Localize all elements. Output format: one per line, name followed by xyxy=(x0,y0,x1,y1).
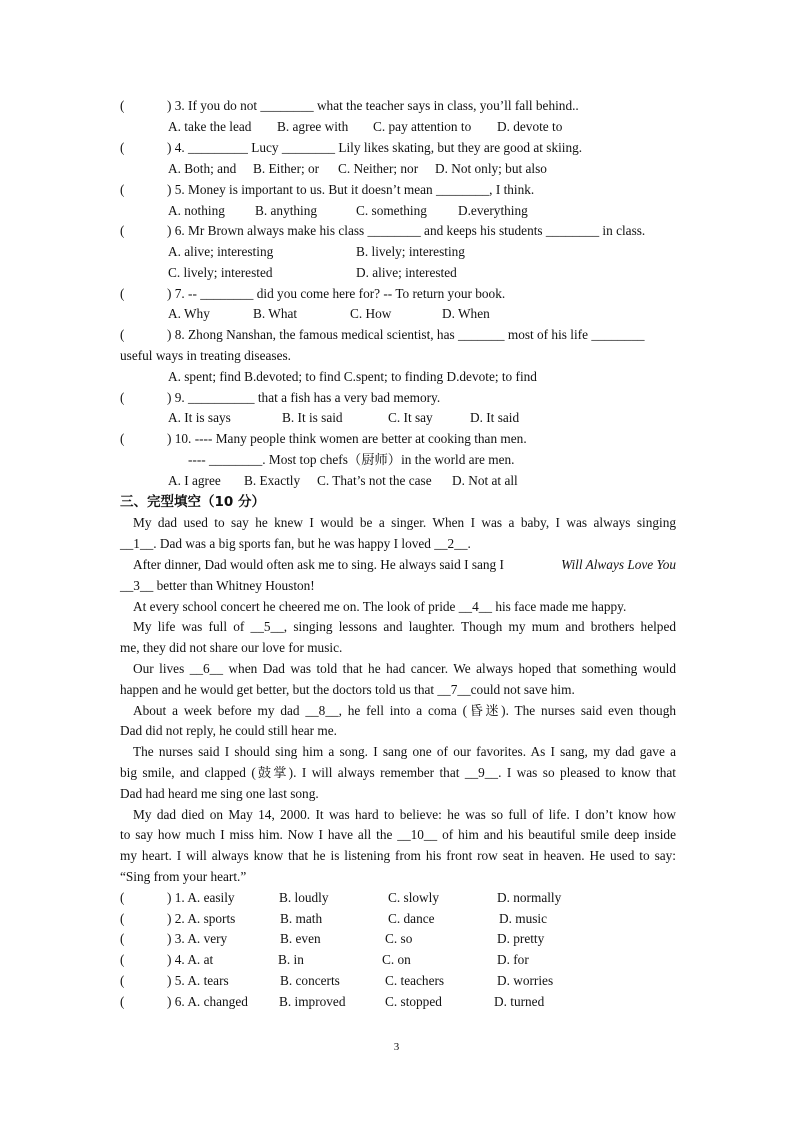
question-text: ) 9. __________ that a fish has a very bad memory. xyxy=(167,390,441,405)
option-all: A. spent; find B.devoted; to find C.spent; to finding D.devote; to find xyxy=(168,369,537,384)
option-a: A. alive; interesting xyxy=(168,244,274,259)
option-a: ) 6. A. changed xyxy=(167,994,248,1009)
option-a: A. Both; and xyxy=(168,161,237,176)
option-d: D. Not only; but also xyxy=(435,161,547,176)
passage-line: Our lives __6__ when Dad was told that he had cancer. We always hoped that something would xyxy=(133,661,676,676)
passage-line: big smile, and clapped (鼓掌). I will always remember that __9__. I was so pleased to know that xyxy=(120,765,676,780)
question-text: ) 5. Money is important to us. But it doesn’t mean ________, I think. xyxy=(167,182,535,197)
answer-paren: ( xyxy=(120,973,125,988)
option-a: ) 2. A. sports xyxy=(167,911,236,926)
option-b: B. anything xyxy=(255,203,318,218)
passage-line: My dad used to say he knew I would be a singer. When I was a baby, I was always singing xyxy=(133,515,676,530)
option-b: B. What xyxy=(253,306,298,321)
question-text-continued: ---- ________. Most top chefs（厨师）in the world are men. xyxy=(188,452,515,467)
option-a: ) 1. A. easily xyxy=(167,890,235,905)
option-c: C. Neither; nor xyxy=(338,161,419,176)
answer-paren: ( xyxy=(120,327,125,342)
song-title: Will Always Love You xyxy=(561,557,676,572)
option-a: ) 3. A. very xyxy=(167,931,228,946)
question-text: ) 3. If you do not ________ what the teacher says in class, you’ll fall behind.. xyxy=(167,98,579,113)
answer-paren: ( xyxy=(120,952,125,967)
question-text-continued: useful ways in treating diseases. xyxy=(120,348,291,363)
answer-paren: ( xyxy=(120,98,125,113)
option-b: B. lively; interesting xyxy=(356,244,465,259)
option-b: B. loudly xyxy=(279,890,329,905)
option-d: D. alive; interested xyxy=(356,265,457,280)
option-d: D. It said xyxy=(470,410,520,425)
option-d: D. music xyxy=(499,911,548,926)
passage-line: __3__ better than Whitney Houston! xyxy=(120,578,315,593)
question-text: ) 4. _________ Lucy ________ Lily likes skating, but they are good at skiing. xyxy=(167,140,583,155)
option-b: B. even xyxy=(280,931,321,946)
passage-line: At every school concert he cheered me on. The look of pride __4__ his face made me happy. xyxy=(133,599,627,614)
passage-line: Dad had heard me sing one last song. xyxy=(120,786,319,801)
option-c: C. slowly xyxy=(388,890,439,905)
passage-line: me, they did not share our love for music. xyxy=(120,640,343,655)
option-a: A. It is says xyxy=(168,410,231,425)
option-b: B. Either; or xyxy=(253,161,320,176)
option-d: D. worries xyxy=(497,973,554,988)
answer-paren: ( xyxy=(120,286,125,301)
option-d: D.everything xyxy=(458,203,528,218)
option-c: C. teachers xyxy=(385,973,445,988)
question-text: ) 6. Mr Brown always make his class ________ and keeps his students ________ in class. xyxy=(167,223,646,238)
option-d: D. turned xyxy=(494,994,545,1009)
option-b: B. It is said xyxy=(282,410,343,425)
option-a: ) 4. A. at xyxy=(167,952,214,967)
option-c: C. lively; interested xyxy=(168,265,273,280)
answer-paren: ( xyxy=(120,994,125,1009)
passage-line: About a week before my dad __8__, he fell into a coma (昏迷). The nurses said even though xyxy=(133,703,676,718)
question-8-stem-continued xyxy=(120,347,680,365)
passage-line: happen and he would get better, but the doctors told us that __7__could not save him. xyxy=(120,682,575,697)
answer-paren: ( xyxy=(120,140,125,155)
option-b: B. agree with xyxy=(277,119,349,134)
passage-line: My life was full of __5__, singing lessons and laughter. Though my mum and brothers helped xyxy=(133,619,676,634)
option-d: D. devote to xyxy=(497,119,563,134)
passage-line xyxy=(133,556,676,574)
option-c: C. on xyxy=(382,952,411,967)
question-text: ) 10. ---- Many people think women are better at cooking than men. xyxy=(167,431,527,446)
option-c: C. stopped xyxy=(385,994,442,1009)
option-a: A. nothing xyxy=(168,203,225,218)
answer-paren: ( xyxy=(120,890,125,905)
option-d: D. Not at all xyxy=(452,473,518,488)
option-c: C. something xyxy=(356,203,427,218)
passage-line: my heart. I will always know that he is listening from his front row seat in heaven. He used to say: xyxy=(120,848,676,863)
option-a: A. I agree xyxy=(168,473,221,488)
option-b: B. concerts xyxy=(280,973,340,988)
passage-line: “Sing from your heart.” xyxy=(120,869,247,884)
option-b: B. improved xyxy=(279,994,346,1009)
section-heading: 三、完型填空（10 分） xyxy=(120,494,265,510)
option-b: B. math xyxy=(280,911,323,926)
option-b: B. in xyxy=(278,952,304,967)
option-c: C. How xyxy=(350,306,392,321)
option-c: C. It say xyxy=(388,410,433,425)
passage-line: Dad did not reply, he could still hear me. xyxy=(120,723,338,738)
answer-paren: ( xyxy=(120,911,125,926)
option-a: ) 5. A. tears xyxy=(167,973,229,988)
option-d: D. When xyxy=(442,306,490,321)
answer-paren: ( xyxy=(120,931,125,946)
option-a: A. take the lead xyxy=(168,119,252,134)
question-text: ) 7. -- ________ did you come here for? -- To return your book. xyxy=(167,286,506,301)
passage-line: __1__. Dad was a big sports fan, but he was happy I loved __2__. xyxy=(120,536,471,551)
option-c: C. so xyxy=(385,931,413,946)
passage-text: After dinner, Dad would often ask me to sing. He always said I sang I xyxy=(133,557,504,572)
option-c: C. pay attention to xyxy=(373,119,472,134)
option-a: A. Why xyxy=(168,306,210,321)
option-d: D. pretty xyxy=(497,931,545,946)
option-b: B. Exactly xyxy=(244,473,301,488)
option-d: D. normally xyxy=(497,890,562,905)
question-text: ) 8. Zhong Nanshan, the famous medical scientist, has _______ most of his life ________ xyxy=(167,327,645,342)
page-number: 3 xyxy=(393,1041,400,1053)
passage-line: My dad died on May 14, 2000. It was hard to believe: he was so full of life. I don’t know how xyxy=(133,807,676,822)
option-c: C. dance xyxy=(388,911,435,926)
answer-paren: ( xyxy=(120,431,125,446)
answer-paren: ( xyxy=(120,182,125,197)
passage-line: The nurses said I should sing him a song. I sang one of our favorites. As I sang, my dad gave a xyxy=(133,744,676,759)
answer-paren: ( xyxy=(120,390,125,405)
answer-paren: ( xyxy=(120,223,125,238)
option-d: D. for xyxy=(497,952,529,967)
option-c: C. That’s not the case xyxy=(317,473,432,488)
passage-line: to say how much I miss him. Now I have all the __10__ of him and his beautiful smile deep inside xyxy=(120,827,676,842)
